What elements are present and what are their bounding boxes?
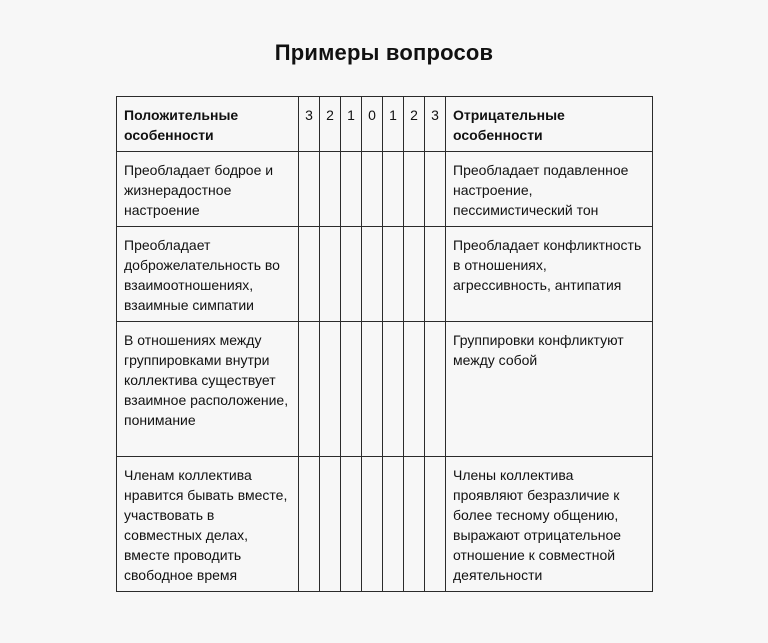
rating-cell[interactable] xyxy=(299,152,320,227)
negative-trait-cell: Группировки конфликтуют между собой xyxy=(446,322,653,457)
rating-cell[interactable] xyxy=(404,457,425,592)
rating-cell[interactable] xyxy=(425,227,446,322)
scale-header-cell: 0 xyxy=(362,97,383,152)
rating-cell[interactable] xyxy=(404,227,425,322)
rating-cell[interactable] xyxy=(299,322,320,457)
positive-trait-cell: В отношениях между группировками внутри коллектива существует взаимное расположение, понимание xyxy=(117,322,299,457)
rating-cell[interactable] xyxy=(299,227,320,322)
rating-cell[interactable] xyxy=(404,152,425,227)
rating-cell[interactable] xyxy=(362,457,383,592)
rating-cell[interactable] xyxy=(383,322,404,457)
rating-cell[interactable] xyxy=(341,227,362,322)
rating-cell[interactable] xyxy=(425,152,446,227)
negative-trait-cell: Преобладает подавленное настроение, пессимистический тон xyxy=(446,152,653,227)
scale-header-cell: 3 xyxy=(425,97,446,152)
positive-trait-cell: Преобладает бодрое и жизнерадостное настроение xyxy=(117,152,299,227)
rating-cell[interactable] xyxy=(320,322,341,457)
rating-cell[interactable] xyxy=(383,457,404,592)
header-negative: Отрицательные особенности xyxy=(446,97,653,152)
rating-cell[interactable] xyxy=(425,457,446,592)
scale-header-cell: 2 xyxy=(320,97,341,152)
scale-header-cell: 1 xyxy=(341,97,362,152)
page-title: Примеры вопросов xyxy=(274,40,494,65)
rating-cell[interactable] xyxy=(341,457,362,592)
negative-trait-cell: Члены коллектива проявляют безразличие к более тесному общению, выражают отрицательное отношение к совместной деятельности xyxy=(446,457,653,592)
rating-cell[interactable] xyxy=(362,152,383,227)
rating-cell[interactable] xyxy=(320,457,341,592)
rating-cell[interactable] xyxy=(404,322,425,457)
rating-cell[interactable] xyxy=(341,152,362,227)
rating-cell[interactable] xyxy=(320,227,341,322)
positive-trait-cell: Преобладает доброжелательность во взаимоотношениях, взаимные симпатии xyxy=(117,227,299,322)
positive-trait-cell: Членам коллектива нравится бывать вместе, участвовать в совместных делах, вместе проводить свободное время xyxy=(117,457,299,592)
scale-header-cell: 1 xyxy=(383,97,404,152)
scale-header-cell: 3 xyxy=(299,97,320,152)
table-header-row xyxy=(117,97,653,152)
table-row xyxy=(117,152,653,227)
table-row xyxy=(117,457,653,592)
rating-cell[interactable] xyxy=(383,152,404,227)
rating-cell[interactable] xyxy=(320,152,341,227)
rating-cell[interactable] xyxy=(362,322,383,457)
header-positive: Положительные особенности xyxy=(117,97,299,152)
table-row xyxy=(117,322,653,457)
scale-header-cell: 2 xyxy=(404,97,425,152)
table-row xyxy=(117,227,653,322)
rating-cell[interactable] xyxy=(362,227,383,322)
negative-trait-cell: Преобладает конфликтность в отношениях, агрессивность, антипатия xyxy=(446,227,653,322)
rating-cell[interactable] xyxy=(341,322,362,457)
questions-table xyxy=(116,96,653,592)
rating-cell[interactable] xyxy=(299,457,320,592)
rating-cell[interactable] xyxy=(425,322,446,457)
rating-cell[interactable] xyxy=(383,227,404,322)
